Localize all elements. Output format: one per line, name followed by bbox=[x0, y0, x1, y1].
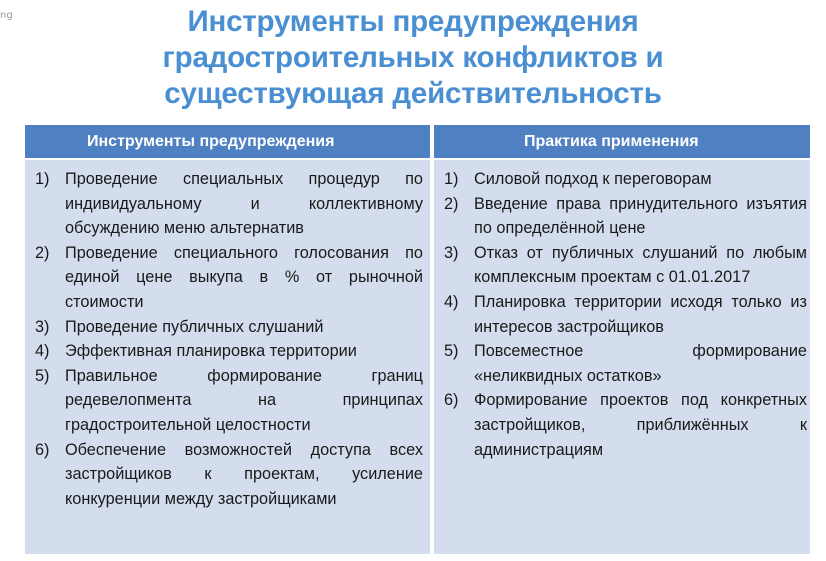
list-item bbox=[444, 290, 807, 339]
left-item-list bbox=[35, 167, 423, 511]
list-item bbox=[35, 339, 423, 364]
item-text: Силовой подход к переговорам bbox=[474, 170, 712, 188]
item-text: Эффективная планировка территории bbox=[65, 342, 357, 361]
list-item bbox=[35, 315, 423, 340]
item-number: 6) bbox=[444, 391, 459, 410]
item-text: Формирование проектов под конкретных застройщиков, приближённых к администрациям bbox=[474, 391, 807, 459]
item-number: 2) bbox=[35, 243, 50, 262]
item-number: 5) bbox=[35, 366, 50, 385]
title-line-1: Инструменты предупреждения bbox=[187, 5, 639, 38]
title-line-2: градостроительных конфликтов и bbox=[162, 41, 664, 74]
item-text: Введение права принудительного изъятия по определённой цене bbox=[474, 194, 807, 238]
item-text: Проведение специальных процедур по индивидуальному и коллективному обсуждению меню альтернатив bbox=[65, 170, 423, 238]
list-item bbox=[444, 167, 807, 192]
right-item-list bbox=[444, 167, 807, 462]
item-number: 2) bbox=[444, 194, 459, 213]
corner-mark: ng bbox=[0, 10, 13, 21]
right-column bbox=[434, 125, 810, 554]
item-text: Повсеместное формирование «неликвидных остатков» bbox=[474, 342, 807, 385]
item-number: 4) bbox=[35, 342, 50, 361]
list-item bbox=[35, 438, 423, 512]
item-text: Правильное формирование границ редевелопмента на принципах градостроительной целостности bbox=[65, 366, 423, 434]
item-text: Планировка территории исходя только из интересов застройщиков bbox=[474, 292, 807, 336]
right-column-header: Практика применения bbox=[434, 125, 810, 160]
item-number: 6) bbox=[35, 440, 50, 459]
list-item bbox=[444, 241, 807, 290]
item-text: Отказ от публичных слушаний по любым комплексным проектам с 01.01.2017 bbox=[474, 243, 807, 287]
item-number: 1) bbox=[444, 170, 459, 188]
list-item bbox=[35, 167, 423, 241]
item-text: Обеспечение возможностей доступа всех застройщиков к проектам, усиление конкуренции между застройщиками bbox=[65, 440, 423, 508]
list-item bbox=[35, 364, 423, 438]
item-text: Проведение публичных слушаний bbox=[65, 317, 324, 336]
item-number: 4) bbox=[444, 292, 459, 311]
list-item bbox=[35, 241, 423, 315]
list-item bbox=[444, 388, 807, 462]
title-line-3: существующая действительность bbox=[164, 77, 662, 110]
left-column-header: Инструменты предупреждения bbox=[25, 125, 430, 160]
item-number: 1) bbox=[35, 170, 50, 188]
item-number: 5) bbox=[444, 342, 459, 361]
list-item bbox=[444, 192, 807, 241]
comparison-table bbox=[25, 125, 810, 554]
item-text: Проведение специального голосования по единой цене выкупа в % от рыночной стоимости bbox=[65, 243, 423, 311]
slide-title bbox=[0, 4, 826, 112]
left-column bbox=[25, 125, 430, 554]
item-number: 3) bbox=[444, 243, 459, 262]
item-number: 3) bbox=[35, 317, 50, 336]
list-item bbox=[444, 339, 807, 388]
